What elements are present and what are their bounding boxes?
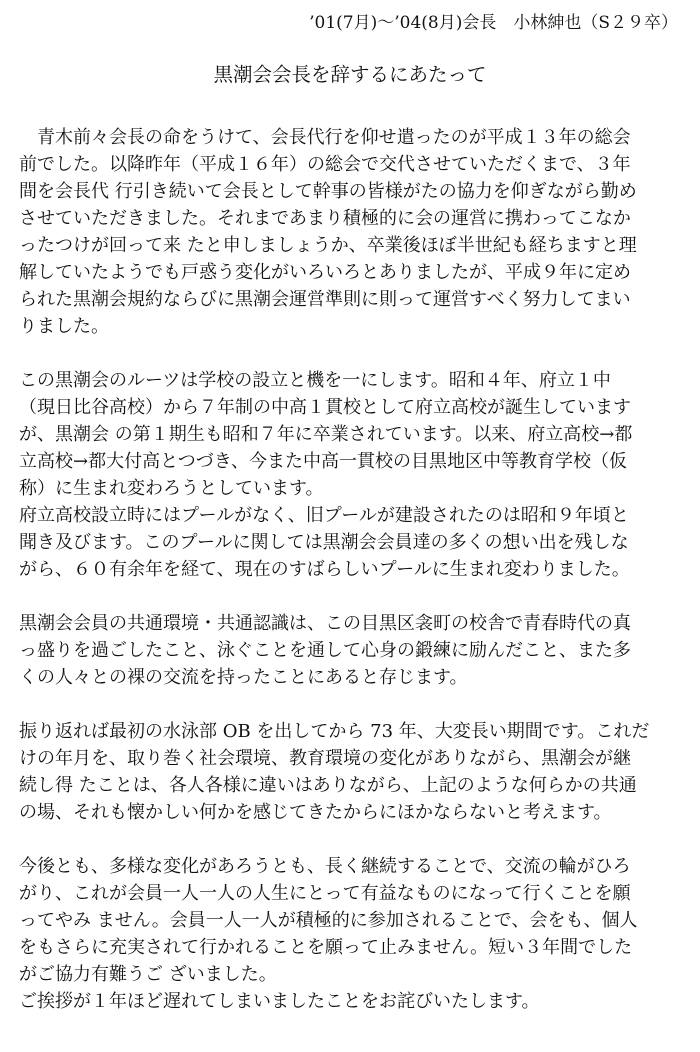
text-line: 黒潮会会員の共通環境・共通認識は、この目黒区衾町の校舎で青春時代の真 [19,613,631,634]
paragraph-4 [19,718,689,826]
text-line: 今後とも、多様な変化があろうとも、長く継続することで、交流の輪がひろ [19,856,631,877]
text-line: がご協力有難うご ざいました。 [19,964,277,985]
text-line: させていただきました。それまであまり積極的に会の運営に携わってこなか [19,208,631,229]
text-line: がり、これが会員一人一人の人生にとって有益なものになって行くことを願 [19,883,631,904]
paragraph-5 [19,853,689,1015]
text-line: 立高校→都大付高とつづき、今また中高一貫校の目黒地区中等教育学校（仮 [19,451,627,472]
text-line: が、黒潮会 の第１期生も昭和７年に卒業されています。以来、府立高校→都 [19,424,633,445]
text-line: 間を会長代 行引き続いて会長として幹事の皆様がたの協力を仰ぎながら勤め [19,181,637,202]
text-line: この黒潮会のルーツは学校の設立と機を一にします。昭和４年、府立１中 [19,370,611,391]
text-line: ご挨拶が１年ほど遅れてしまいましたことをお詫びいたします。 [19,991,540,1012]
text-line: られた黒潮会規約ならびに黒潮会運営準則に則って運営すべく努力してまい [19,289,631,310]
text-line: 府立高校設立時にはプールがなく、旧プールが建設されたのは昭和９年頃と [19,505,629,526]
text-line: ってやみ ません。会員一人一人が積極的に参加されることで、会をも、個人 [19,910,638,931]
paragraph-1 [19,124,689,340]
paragraph-3 [19,610,689,691]
text-line: 続し得 たことは、各人各様に違いはありながら、上記のような何らかの共通 [19,775,637,796]
text-line: 振り返れば最初の水泳部 OB を出してから 73 年、大変長い期間です。これだ [19,721,650,742]
text-line: けの年月を、取り巻く社会環境、教育環境の変化がありながら、黒潮会が継 [19,748,631,769]
document-title: 黒潮会会長を辞するにあたって [213,63,487,86]
paragraph-2 [19,367,689,583]
text-line: がら、６０有余年を経て、現在のすばらしいプールに生まれ変わりました。 [19,559,630,580]
text-line: 称）に生まれ変わろうとしています。 [19,478,324,499]
text-line: （現日比谷高校）から７年制の中高１貫校として府立高校が誕生しています [19,397,631,418]
author-header: ’01(7月)～’04(8月)会長 小林紳也（S２９卒） [309,13,678,33]
text-line: 前でした。以降昨年（平成１６年）の総会で交代させていただくまで、３年 [19,154,631,175]
text-line: っ盛りを過ごしたこと、泳ぐことを通して心身の鍛練に励んだこと、また多 [19,640,631,661]
text-line: りました。 [19,316,109,337]
document-body [19,124,689,1015]
text-line: 青木前々会長の命をうけて、会長代行を仰せ遣ったのが平成１３年の総会 [19,127,631,148]
text-line: ったつけが回って来 たと申しましょうか、卒業後ほぼ半世紀も経ちますと理 [19,235,637,256]
text-line: 聞き及びます。このプールに関しては黒潮会会員達の多くの想い出を残しな [19,532,629,553]
text-line: 解していたようでも戸惑う変化がいろいろとありましたが、平成９年に定め [19,262,631,283]
text-line: をもさらに充実されて行かれることを願って止みません。短い３年間でした [19,937,633,958]
text-line: の場、それも懐かしい何かを感じてきたからにほかならないと考えます。 [19,802,612,823]
text-line: くの人々との裸の交流を持ったことにあると存じます。 [19,667,468,688]
